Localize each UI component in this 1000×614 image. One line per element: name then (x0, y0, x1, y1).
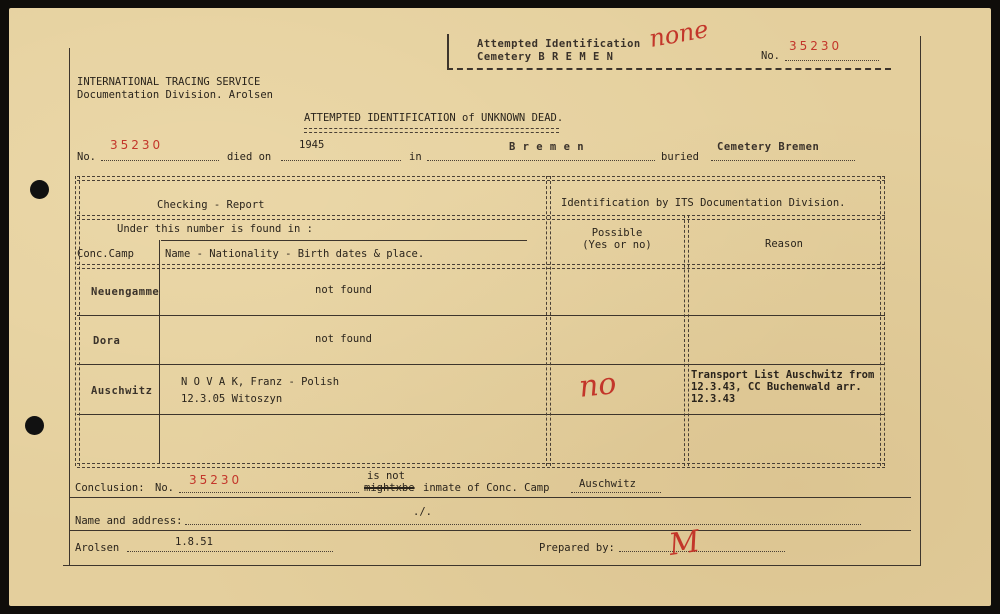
table-row-2-bottom (77, 364, 885, 365)
org-line-2: Documentation Division. Arolsen (77, 89, 273, 101)
record-buried-label: buried (661, 151, 699, 163)
table-reason-divider (684, 215, 689, 466)
conclusion-rule (69, 497, 911, 498)
record-died-value: 1945 (299, 139, 325, 151)
row-3-camp: Auschwitz (91, 385, 153, 397)
document-title: ATTEMPTED IDENTIFICATION of UNKNOWN DEAD. (304, 112, 564, 124)
name-address-rule (69, 530, 911, 531)
its-identification-header: Identification by ITS Documentation Division. (561, 197, 846, 209)
frame-left-line (69, 48, 70, 566)
conclusion-struck-word: mightxbe (364, 482, 415, 494)
col-header-reason: Reason (765, 238, 803, 250)
table-left-border (75, 176, 80, 466)
frame-bottom-line (63, 565, 921, 566)
record-buried-dots (711, 160, 855, 161)
handwritten-mark: none (647, 15, 711, 53)
record-no-dots (101, 160, 219, 161)
prepared-by-dots (619, 551, 785, 552)
document-card (9, 8, 991, 606)
table-bottom-border (77, 463, 885, 468)
header-no-value: 35230 (789, 39, 843, 53)
row-1-entry: not found (315, 284, 372, 296)
record-died-label: died on (227, 151, 272, 163)
header-no-label: No. (761, 50, 780, 62)
table-camp-divider (159, 240, 160, 464)
punch-hole-top (30, 180, 49, 199)
footer-date: 1.8.51 (175, 536, 213, 548)
col-header-name: Name - Nationality - Birth dates & place. (165, 248, 425, 260)
conclusion-no-dots (179, 492, 359, 493)
record-buried-value: Cemetery Bremen (717, 141, 820, 153)
table-its-divider (546, 176, 551, 466)
row-3-reason-line-2: 12.3.43, CC Buchenwald arr. (691, 381, 862, 393)
footer-place: Arolsen (75, 542, 120, 554)
row-3-name-line-1: N O V A K, Franz - Polish (181, 376, 340, 388)
record-in-label: in (409, 151, 422, 163)
col-header-possible-1: Possible (591, 227, 643, 239)
header-no-dots (785, 60, 879, 61)
checking-report-header: Checking - Report (157, 199, 265, 211)
conclusion-label: Conclusion: (75, 482, 145, 494)
record-in-value: B r e m e n (509, 141, 585, 153)
conclusion-no-label: No. (155, 482, 174, 494)
org-line-1: INTERNATIONAL TRACING SERVICE (77, 76, 261, 88)
footer-date-dots (127, 551, 333, 552)
record-no-label: No. (77, 151, 96, 163)
punch-hole-bottom (25, 416, 44, 435)
col-header-possible-2: (Yes or no) (582, 239, 652, 251)
name-address-dots (185, 524, 861, 525)
signature: M (666, 524, 703, 563)
frame-right-line (920, 36, 921, 566)
table-row-1-bottom (77, 315, 885, 316)
row-2-camp: Dora (93, 335, 121, 347)
col-header-camp: Conc.Camp (77, 248, 134, 260)
under-number-label: Under this number is found in : (117, 223, 313, 235)
record-in-dots (427, 160, 655, 161)
table-header-bottom (77, 264, 885, 269)
table-row-header-divider (77, 215, 885, 220)
prepared-by-label: Prepared by: (539, 542, 615, 554)
record-died-dots (281, 160, 401, 161)
name-address-label: Name and address: (75, 515, 183, 527)
table-right-border (880, 176, 885, 466)
table-top-border (77, 176, 885, 181)
stamp-line-2: Cemetery B R E M E N (477, 51, 614, 63)
stamp-line-1: Attempted Identification (477, 38, 641, 50)
table-subheader-line (161, 240, 527, 241)
row-3-reason-line-1: Transport List Auschwitz from (691, 369, 875, 381)
conclusion-no-value: 35230 (189, 473, 243, 487)
title-underline (304, 128, 559, 133)
conclusion-camp-dots (571, 492, 661, 493)
row-3-name-line-2: 12.3.05 Witoszyn (181, 393, 283, 405)
row-2-entry: not found (315, 333, 372, 345)
conclusion-is-not: is not (367, 470, 405, 482)
name-address-value: ./. (413, 506, 432, 518)
table-row-3-bottom (77, 414, 885, 415)
record-no-value: 35230 (110, 138, 164, 152)
row-1-camp: Neuengamme (91, 286, 160, 298)
conclusion-camp-value: Auschwitz (579, 478, 636, 490)
conclusion-inmate-text: inmate of Conc. Camp (423, 482, 550, 494)
row-3-possible: no (577, 366, 619, 405)
row-3-reason-line-3: 12.3.43 (691, 393, 736, 405)
